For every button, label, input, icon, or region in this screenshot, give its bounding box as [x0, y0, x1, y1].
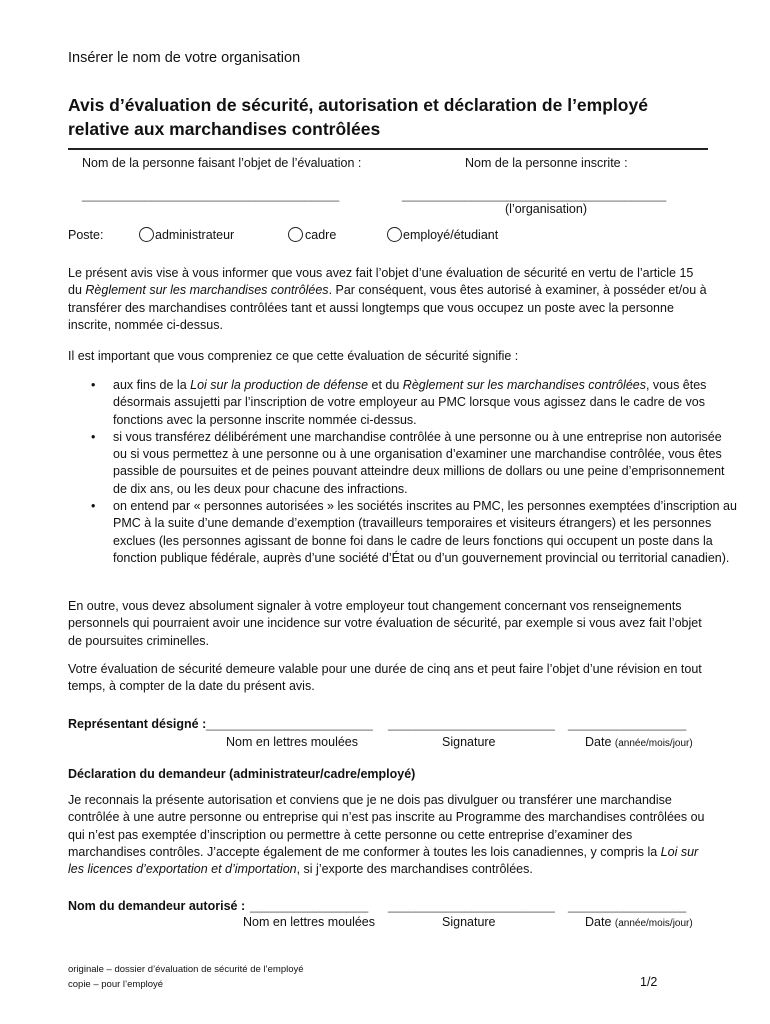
- important-paragraph: Il est important que vous compreniez ce que cette évaluation de sécurité signifie :: [68, 349, 519, 363]
- declaration-paragraph: Je reconnais la présente autorisation et conviens que je ne dois pas divulguer ou transférer une marchandise contrôlée à une autre personne ou entreprise qui n’est pas inscrite au Programme des marchandises contrôlées ou qui n’est pas exemptée d’inscription ou permettre à cette personne ou cette entreprise d’examiner des marchandises contrôles. J’accepte également de me conformer à toutes les lois canadiennes, y compris la Loi sur les licences d’exportation et d’importation, si j’exporte des marchandises contrôlées.: [68, 793, 705, 877]
- organisation-placeholder: Insérer le nom de votre organisation: [68, 50, 301, 66]
- declaration-italic-law: Loi sur les licences d’exportation et d’importation: [68, 844, 699, 877]
- representative-name-field[interactable]: ________________________: [206, 717, 373, 731]
- applicant-label: Nom du demandeur autorisé :: [68, 899, 246, 913]
- representative-date-field[interactable]: _________________: [568, 717, 687, 731]
- intro-italic-regulation: Règlement sur les marchandises contrôlées: [85, 283, 329, 298]
- registered-name-label: Nom de la personne inscrite :: [465, 156, 628, 170]
- report-paragraph: En outre, vous devez absolument signaler à votre employeur tout changement concernant vos renseignements personnels qui pourraient avoir une incidence sur votre évaluation de sécurité, par exemple si vous avez fait l’objet de poursuites criminelles.: [68, 599, 702, 648]
- applicant-signature-caption: Signature: [442, 915, 496, 929]
- footer-distribution: [68, 962, 304, 992]
- page-number: 1/2: [640, 975, 658, 989]
- radio-employe-etudiant-label: employé/étudiant: [403, 228, 499, 242]
- radio-administrateur-label: administrateur: [155, 228, 235, 242]
- declaration-heading: Déclaration du demandeur (administrateur/cadre/employé): [68, 767, 416, 781]
- applicant-date-field[interactable]: _________________: [568, 899, 687, 913]
- footer-copy-line: copie – pour l’employé: [68, 979, 164, 990]
- organisation-caption: (l’organisation): [505, 202, 587, 216]
- person-name-field[interactable]: _____________________________________: [82, 188, 340, 202]
- page-title: [68, 93, 708, 141]
- radio-employe-etudiant[interactable]: [387, 227, 402, 242]
- footer-original-line: originale – dossier d’évaluation de sécurité de l’employé: [68, 964, 304, 975]
- list-item: • on entend par « personnes autorisées » les sociétés inscrites au PMC, les personnes exemptées d’inscription au PMC à la suite d’une demande d’exemption (travailleurs temporaires et visiteurs étrangers) et les personnes exclues (les personnes agissant de bonne foi dans le cadre de leurs fonctions qui occupent un poste dans la fonction publique fédérale, auprès d’une société d’État ou d’un gouvernement provincial ou territorial canadien).: [91, 499, 737, 565]
- validity-paragraph: Votre évaluation de sécurité demeure valable pour une durée de cinq ans et peut faire l’objet d’une révision en tout temps, à compter de la date du présent avis.: [68, 662, 702, 694]
- representative-signature-field[interactable]: ________________________: [388, 717, 555, 731]
- meaning-bullet-list: [68, 377, 737, 567]
- list-item: • si vous transférez délibérément une marchandise contrôlée à une personne ou à une entreprise non autorisée ou si vous permettez à une personne ou à une organisation d’examiner une marchandise contrôlée, vous êtes passible de poursuites et de peines pouvant atteindre deux millions de dollars ou une peine d’emprisonnement de dix ans, ou les deux pour chacune des infractions.: [91, 429, 725, 496]
- registered-name-field[interactable]: ______________________________________: [402, 188, 667, 202]
- person-name-label: Nom de la personne faisant l’objet de l’évaluation :: [82, 156, 362, 170]
- bullet-icon: •: [91, 499, 96, 514]
- title-line-1: Avis d’évaluation de sécurité, autorisation et déclaration de l’employé: [68, 95, 648, 115]
- radio-administrateur[interactable]: [139, 227, 154, 242]
- applicant-name-field[interactable]: _________________: [250, 899, 369, 913]
- applicant-date-caption: Date (année/mois/jour): [585, 915, 693, 929]
- applicant-name-caption: Nom en lettres moulées: [243, 915, 376, 929]
- intro-text-2: . Par conséquent, vous êtes autorisé à examiner, à posséder et/ou à transférer des marchandises contrôlées tant et aussi longtemps que vous occupez un poste avec la personne inscrite, nommée ci-dessus.: [68, 283, 707, 332]
- intro-text-1: Le présent avis vise à vous informer que vous avez fait l’objet d’une évaluation de sécurité en vertu de l’article 15 du: [68, 266, 694, 298]
- representative-date-caption: Date (année/mois/jour): [585, 735, 693, 749]
- representative-label: Représentant désigné :: [68, 717, 207, 731]
- representative-signature-caption: Signature: [442, 735, 496, 749]
- position-label: Poste:: [68, 228, 104, 242]
- representative-name-caption: Nom en lettres moulées: [226, 735, 359, 749]
- bullet-icon: •: [91, 378, 96, 392]
- radio-cadre-label: cadre: [305, 228, 337, 242]
- radio-cadre[interactable]: [288, 227, 303, 242]
- intro-paragraph: [68, 265, 708, 334]
- bullet-icon: •: [91, 429, 96, 444]
- title-divider: [68, 148, 708, 150]
- list-item: • aux fins de la Loi sur la production de défense et du Règlement sur les marchandises contrôlées, vous êtes désormais assujetti par l’inscription de votre employeur au PMC lorsque vous agissez dans le cadre de vos fonctions avec la personne inscrite nommée ci-dessus.: [91, 378, 707, 427]
- title-line-2: relative aux marchandises contrôlées: [68, 119, 381, 139]
- applicant-signature-field[interactable]: ________________________: [388, 899, 555, 913]
